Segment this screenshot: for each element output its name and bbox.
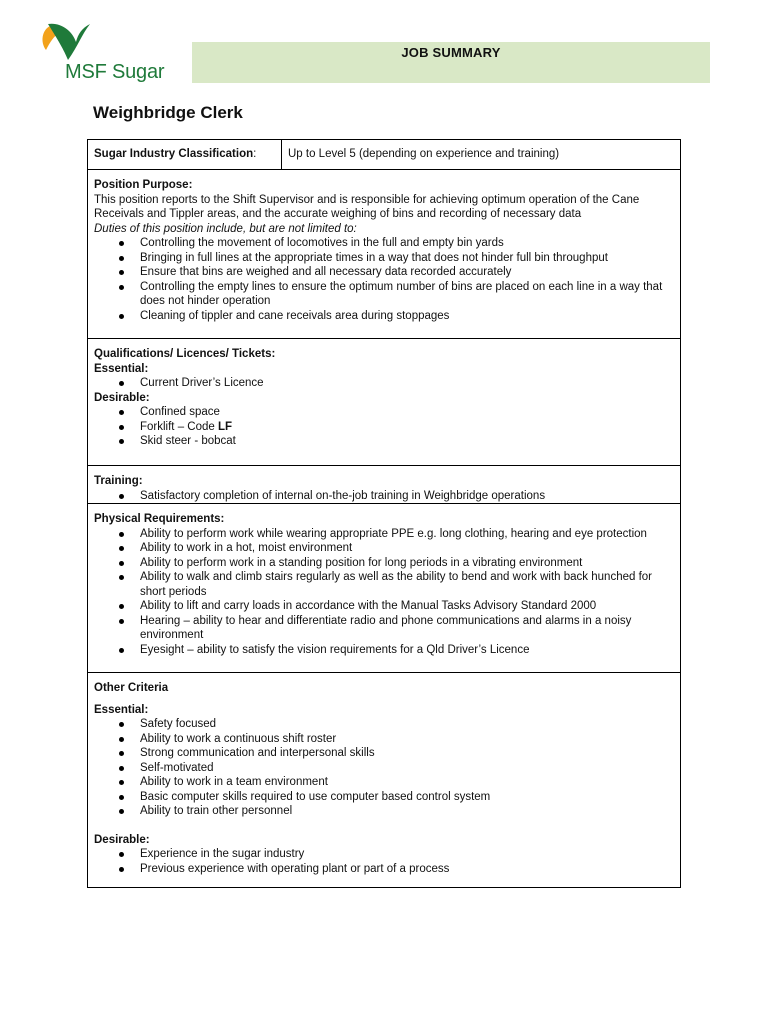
- list-item: Satisfactory completion of internal on-the-job training in Weighbridge operations: [140, 489, 674, 504]
- list-item: Confined space: [140, 405, 674, 420]
- desirable-label: Desirable:: [94, 391, 150, 404]
- classification-value: Up to Level 5 (depending on experience and training): [282, 140, 681, 170]
- training-row: [88, 466, 681, 504]
- list-item: Ability to work in a team environment: [140, 775, 674, 790]
- training-list: [94, 489, 674, 504]
- other-criteria-heading: Other Criteria: [94, 682, 169, 694]
- header-banner: [192, 42, 710, 83]
- qualifications-section: [88, 339, 681, 466]
- list-item: Previous experience with operating plant or part of a process: [140, 862, 674, 877]
- training-section: [88, 466, 681, 504]
- list-item: Experience in the sugar industry: [140, 847, 674, 862]
- list-item: Skid steer - bobcat: [140, 434, 674, 449]
- duties-intro: Duties of this position include, but are not limited to:: [94, 222, 357, 235]
- list-item: Controlling the empty lines to ensure the optimum number of bins are placed on each line in a way that does not hinder operation: [140, 280, 674, 309]
- purpose-text: This position reports to the Shift Supervisor and is responsible for achieving optimum operation of the Cane Receivals and Tippler areas, and the accurate weighing of bins and recording of necessary data: [94, 193, 640, 220]
- physical-section: [88, 504, 681, 673]
- classification-colon: :: [253, 148, 257, 160]
- list-item: Ability to walk and climb stairs regularly as well as the ability to bend and work with back hunched for short periods: [140, 570, 674, 599]
- list-item: Self-motivated: [140, 761, 674, 776]
- list-item: Bringing in full lines at the appropriate times in a way that does not hinder full bin throughput: [140, 251, 674, 266]
- list-item: Ensure that bins are weighed and all necessary data recorded accurately: [140, 265, 674, 280]
- classification-label: Sugar Industry Classification: [94, 148, 254, 160]
- list-item: Ability to lift and carry loads in accordance with the Manual Tasks Advisory Standard 2000: [140, 599, 674, 614]
- other-essential-label: Essential:: [94, 703, 149, 716]
- list-item: Basic computer skills required to use computer based control system: [140, 790, 674, 805]
- list-item: Ability to perform work while wearing appropriate PPE e.g. long clothing, hearing and eye protection: [140, 527, 674, 542]
- page-title: Weighbridge Clerk: [93, 103, 243, 122]
- list-item: Ability to work a continuous shift roster: [140, 732, 674, 747]
- list-item: Ability to work in a hot, moist environment: [140, 541, 674, 556]
- other-criteria-section: [88, 673, 681, 888]
- essential-list: [94, 376, 674, 391]
- list-item: Cleaning of tippler and cane receivals area during stoppages: [140, 309, 674, 324]
- other-desirable-label: Desirable:: [94, 833, 150, 846]
- physical-row: [88, 504, 681, 673]
- purpose-section: [88, 170, 681, 339]
- essential-label: Essential:: [94, 362, 149, 375]
- desirable-list: [94, 405, 674, 449]
- header-title: JOB SUMMARY: [401, 45, 501, 60]
- qualifications-heading: Qualifications/ Licences/ Tickets:: [94, 348, 276, 360]
- other-essential-list: [94, 717, 674, 819]
- forklift-code: LF: [217, 420, 233, 433]
- duties-list: [94, 236, 674, 323]
- list-item: Hearing – ability to hear and differentiate radio and phone communications and alarms in a noisy environment: [140, 614, 674, 643]
- list-item: Ability to train other personnel: [140, 804, 674, 819]
- list-item: Ability to perform work in a standing position for long periods in a vibrating environment: [140, 556, 674, 571]
- company-logo: [38, 20, 163, 86]
- other-desirable-list: [94, 847, 674, 876]
- classification-label-cell: [88, 140, 282, 170]
- list-item: [140, 420, 674, 435]
- training-heading: Training:: [94, 475, 143, 487]
- other-criteria-row: [88, 673, 681, 888]
- physical-list: [94, 527, 674, 658]
- list-item: Eyesight – ability to satisfy the vision requirements for a Qld Driver’s Licence: [140, 643, 674, 658]
- physical-heading: Physical Requirements:: [94, 513, 225, 525]
- list-item: Current Driver’s Licence: [140, 376, 674, 391]
- job-summary-table: [87, 139, 681, 888]
- purpose-heading: Position Purpose:: [94, 179, 193, 191]
- qualifications-row: [88, 339, 681, 466]
- logo-text: MSF Sugar: [65, 61, 165, 83]
- list-item: Controlling the movement of locomotives in the full and empty bin yards: [140, 236, 674, 251]
- list-item: Safety focused: [140, 717, 674, 732]
- purpose-row: [88, 170, 681, 339]
- forklift-prefix: Forklift – Code: [140, 420, 218, 433]
- classification-row: [88, 140, 681, 170]
- list-item: Strong communication and interpersonal skills: [140, 746, 674, 761]
